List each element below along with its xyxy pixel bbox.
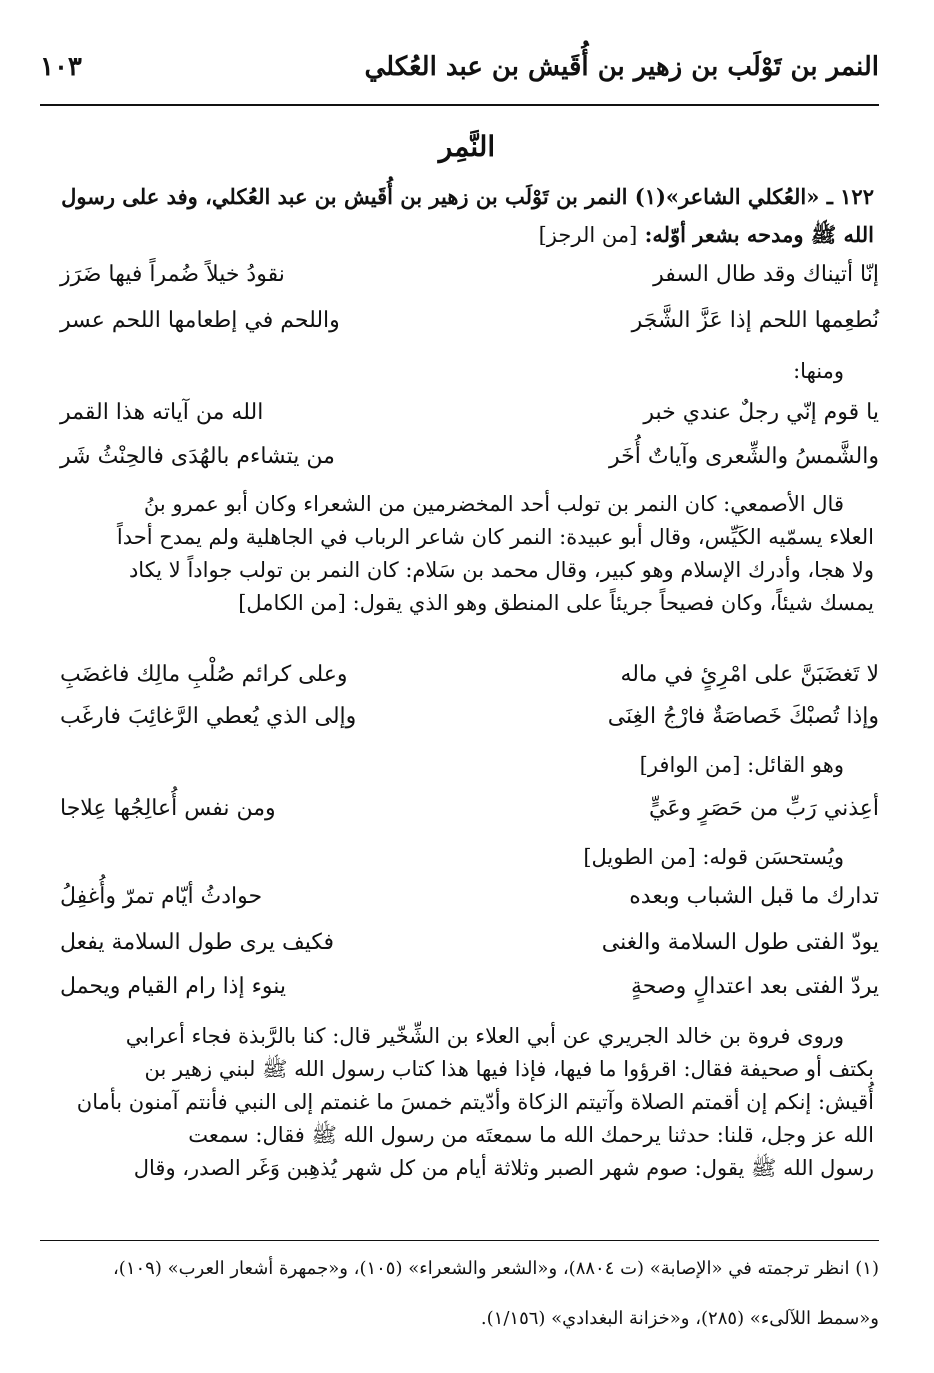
entry-title: النَّمِر (438, 130, 496, 163)
paragraph-line: رسول الله ﷺ يقول: صوم شهر الصبر وثلاثة أيام من كل شهر يُذهِبن وَغَر الصدر، وقال (133, 1156, 874, 1180)
verse-line (50, 930, 879, 964)
meter-label: [من الرجز] (538, 223, 638, 247)
verse-line (50, 704, 879, 738)
paragraph-line: العلاء يسمّيه الكَيِّس، وقال أبو عبيدة: النمر كان شاعر الرباب في الجاهلية ولم يمدح أحداً (116, 525, 874, 549)
paragraph-line: أُقيش: إنكم إن أقمتم الصلاة وآتيتم الزكاة وأدّيتم خمسَ ما غنمتم إلى النبي فأنتم آمنون بأمان (76, 1090, 874, 1114)
footnote-line: و«سمط اللآلىء» (٢٨٥)، و«خزانة البغدادي» (١/١٥٦). (480, 1308, 879, 1329)
paragraph-text: يمسك شيئاً، وكان فصيحاً جريئاً على المنطق وهو الذي يقول: (352, 591, 874, 615)
verse-first-hemistich: يا قوم إنّي رجلٌ عندي خبر (643, 400, 879, 425)
page-header (40, 52, 879, 102)
verse-second-hemistich: من يتشاءم بالهُدَى فالحِنْثُ شَر (60, 444, 335, 469)
verse-second-hemistich: وعلى كرائم صُلْبِ مالِك فاغضَبِ (60, 662, 348, 687)
verse-line (50, 444, 879, 478)
footnote-line: (١) انظر ترجمته في «الإصابة» (ت ٨٨٠٤)، و«الشعر والشعراء» (١٠٥)، و«جمهرة أشعار العرب» (١٠٩)، (112, 1258, 879, 1279)
verse-line (50, 400, 879, 434)
verse-second-hemistich: واللحم في إطعامها اللحم عسر (60, 308, 340, 333)
meter-label: [من الطويل] (583, 845, 696, 869)
wahuwa-text: وهو القائل: (747, 753, 844, 777)
verse-line (50, 974, 879, 1008)
verse-line (50, 662, 879, 696)
footnote (45, 1255, 879, 1333)
verse-first-hemistich: نُطعِمها اللحم إذا عَزَّ الشَّجَر (631, 308, 879, 333)
wa-minha-label: ومنها: (793, 359, 844, 383)
meter-label: [من الوافر] (639, 753, 741, 777)
verse-line (50, 308, 879, 342)
header-rule (40, 104, 879, 106)
verse-first-hemistich: يودّ الفتى طول السلامة والغنى (601, 930, 879, 955)
verse-first-hemistich: وإذا تُصبْكَ خَصاصَةٌ فارْجُ الغِنَى (607, 704, 879, 729)
paragraph-line: قال الأصمعي: كان النمر بن تولب أحد المخضرمين من الشعراء وكان أبو عمرو بنُ (143, 492, 844, 516)
yustahsan-line (50, 842, 844, 873)
verse-line (50, 884, 879, 918)
verse-second-hemistich: ينوء إذا رام القيام ويحمل (60, 974, 287, 999)
paragraph-line: الله عز وجل، قلنا: حدثنا يرحمك الله ما سمعتَه من رسول الله ﷺ فقال: سمعت (188, 1123, 874, 1147)
verse-first-hemistich: والشَّمسُ والشِّعرى وآياتٌ أُخَر (609, 444, 879, 469)
paragraph-line: ولا هجا، وأدرك الإسلام وهو كبير، وقال محمد بن سَلام: كان النمر بن تولب جواداً لا يكاد (128, 558, 874, 582)
verse-first-hemistich: يردّ الفتى بعد اعتدالٍ وصحةٍ (630, 974, 879, 999)
farwa-paragraph (50, 1020, 874, 1185)
paragraph-line: وروى فروة بن خالد الجريري عن أبي العلاء بن الشِّخّير قال: كنا بالرَّبذة فجاء أعرابي (125, 1024, 844, 1048)
paragraph-line (50, 587, 874, 620)
verse-second-hemistich: نقودُ خيلاً ضُمراً فيها ضَرَز (60, 262, 285, 287)
verse-first-hemistich: تدارك ما قبل الشباب وبعده (629, 884, 879, 909)
verse-line (50, 796, 879, 830)
verse-first-hemistich: لا تَغضَبَنَّ على امْرِئٍ في ماله (620, 662, 879, 687)
verse-second-hemistich: ومن نفس أُعالِجُها عِلاجا (60, 796, 276, 821)
verse-first-hemistich: إنّا أتيناك وقد طال السفر (653, 262, 879, 287)
entry-intro-text: ١٢٢ ـ «العُكلي الشاعر»(١) النمر بن تَوْلَب بن زهير بن أُقَيش بن عبد العُكلي، وفد على رسول الله ﷺ ومدحه بشعر أوّله: (61, 184, 874, 247)
verse-second-hemistich: وإلى الذي يُعطي الرَّغائِبَ فارغَب (60, 704, 357, 729)
verse-second-hemistich: فكيف يرى طول السلامة يفعل (60, 930, 335, 955)
yustahsan-text: ويُستحسَن قوله: (702, 845, 844, 869)
running-head: النمر بن تَوْلَب بن زهير بن أُقَيش بن عبد العُكلي (364, 52, 879, 82)
verse-line (50, 262, 879, 296)
paragraph-line: بكتف أو صحيفة فقال: اقرؤوا ما فيها، فإذا فيها هذا كتاب رسول الله ﷺ لبني زهير بن (144, 1057, 874, 1081)
asmai-paragraph (50, 488, 874, 620)
page-number: ١٠٣ (40, 52, 82, 82)
footnote-rule (40, 1240, 879, 1241)
wahuwa-line (50, 750, 844, 781)
meter-label: [من الكامل] (238, 591, 346, 615)
verse-second-hemistich: الله من آياته هذا القمر (60, 400, 264, 425)
verse-first-hemistich: أعِذني رَبِّ من حَصَرٍ وعَيٍّ (649, 796, 879, 821)
verse-second-hemistich: حوادثُ أيّام تمرّ وأُغفِلُ (60, 884, 263, 909)
entry-intro (50, 178, 874, 254)
